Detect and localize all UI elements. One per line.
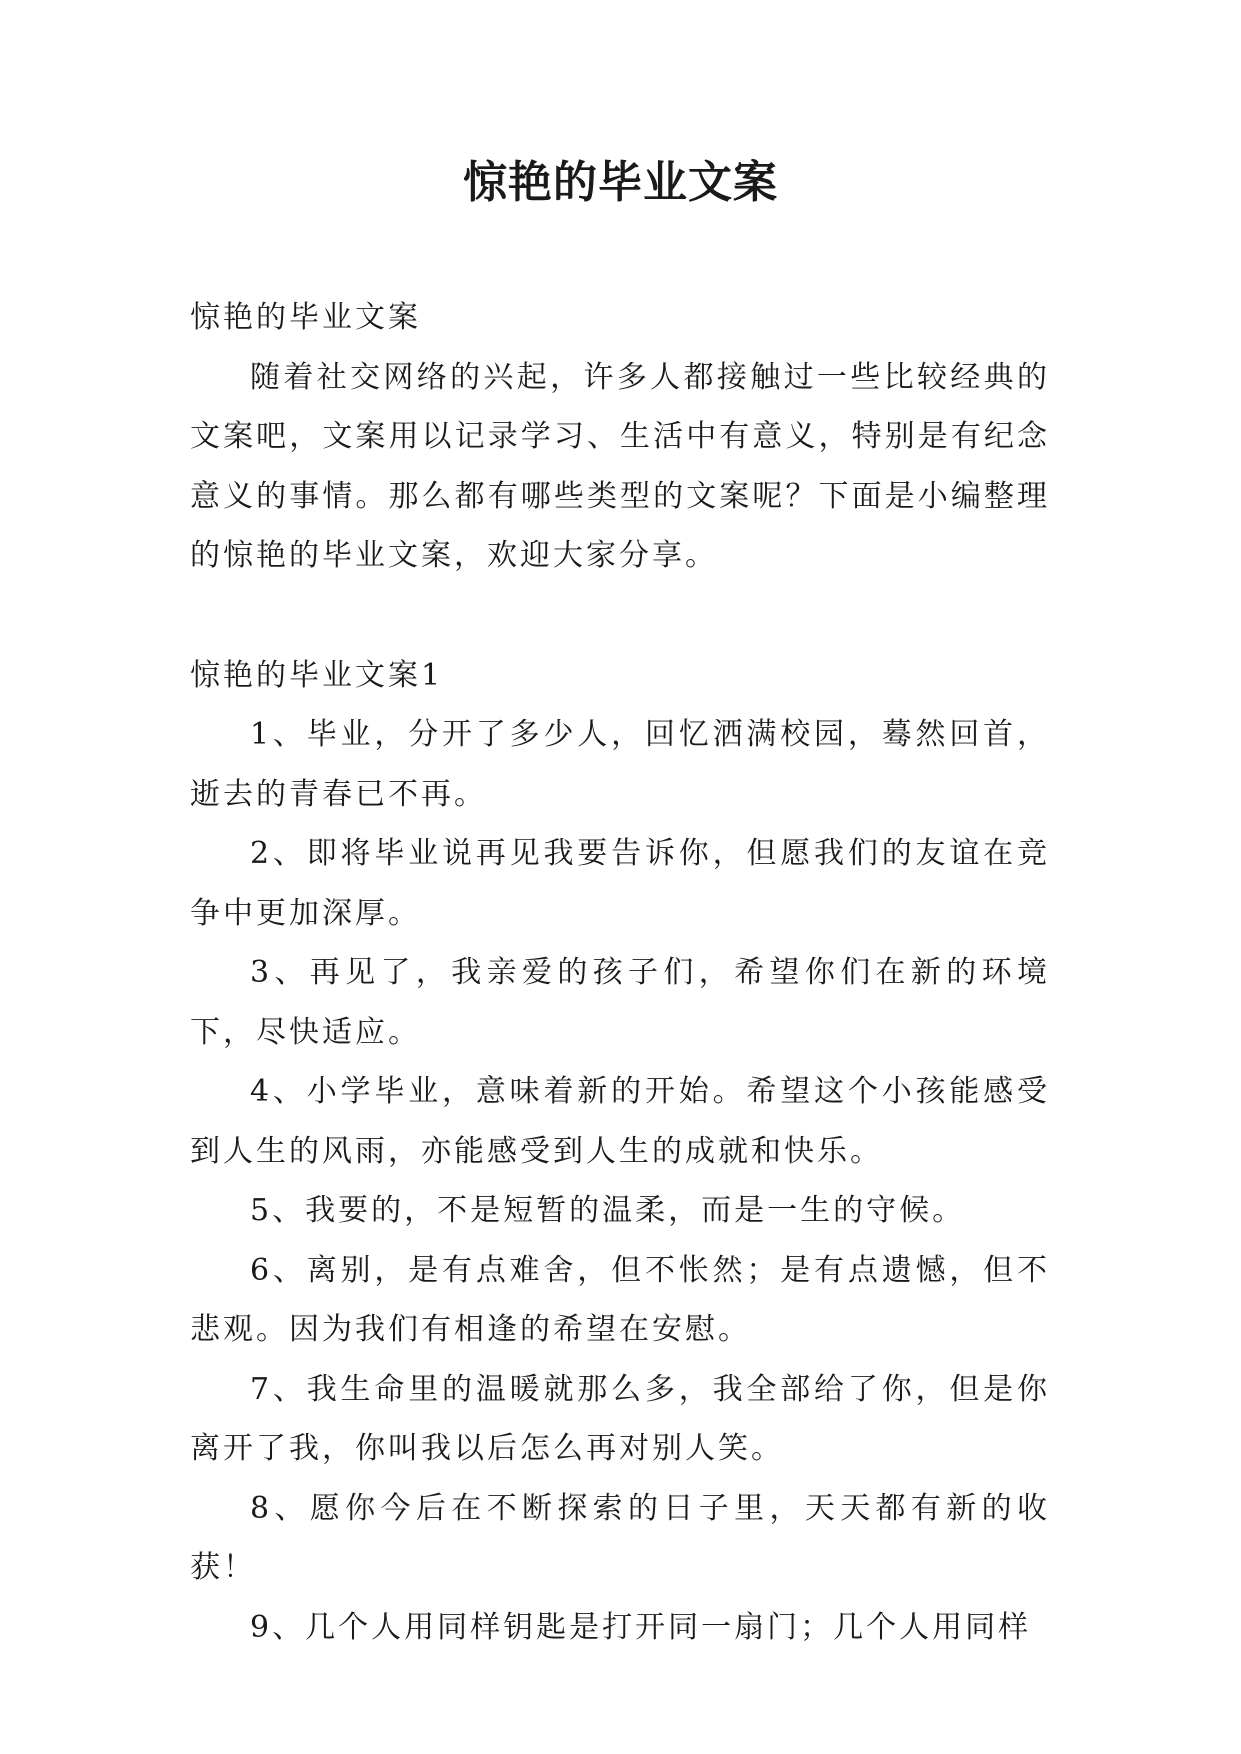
list-item: 9、几个人用同样钥匙是打开同一扇门；几个人用同样 — [250, 1609, 1032, 1645]
list-item: 3、再见了，我亲爱的孩子们，希望你们在新的环境下，尽快适应。 — [190, 955, 1050, 1050]
list-item: 6、离别，是有点难舍，但不怅然；是有点遗憾，但不悲观。因为我们有相逢的希望在安慰。 — [190, 1252, 1050, 1347]
document-body — [190, 288, 1050, 1657]
list-item: 4、小学毕业，意味着新的开始。希望这个小孩能感受到人生的风雨，亦能感受到人生的成就和快乐。 — [190, 1074, 1050, 1169]
intro-paragraph: 随着社交网络的兴起，许多人都接触过一些比较经典的文案吧，文案用以记录学习、生活中有意义，特别是有纪念意义的事情。那么都有哪些类型的文案呢？下面是小编整理的惊艳的毕业文案，欢迎大家分享。 — [190, 359, 1050, 573]
list-item: 7、我生命里的温暖就那么多，我全部给了你，但是你离开了我，你叫我以后怎么再对别人笑。 — [190, 1371, 1050, 1466]
list-item: 2、即将毕业说再见我要告诉你，但愿我们的友谊在竞争中更加深厚。 — [190, 836, 1050, 931]
list-item: 8、愿你今后在不断探索的日子里，天天都有新的收获！ — [190, 1490, 1050, 1585]
section-heading: 惊艳的毕业文案1 — [190, 657, 444, 693]
section-spacer — [190, 586, 1050, 646]
document-title: 惊艳的毕业文案 — [463, 157, 778, 208]
list-item: 1、毕业，分开了多少人，回忆洒满校园，蓦然回首，逝去的青春已不再。 — [190, 717, 1050, 812]
list-item: 5、我要的，不是短暂的温柔，而是一生的守候。 — [250, 1193, 966, 1228]
intro-heading: 惊艳的毕业文案 — [190, 300, 421, 335]
